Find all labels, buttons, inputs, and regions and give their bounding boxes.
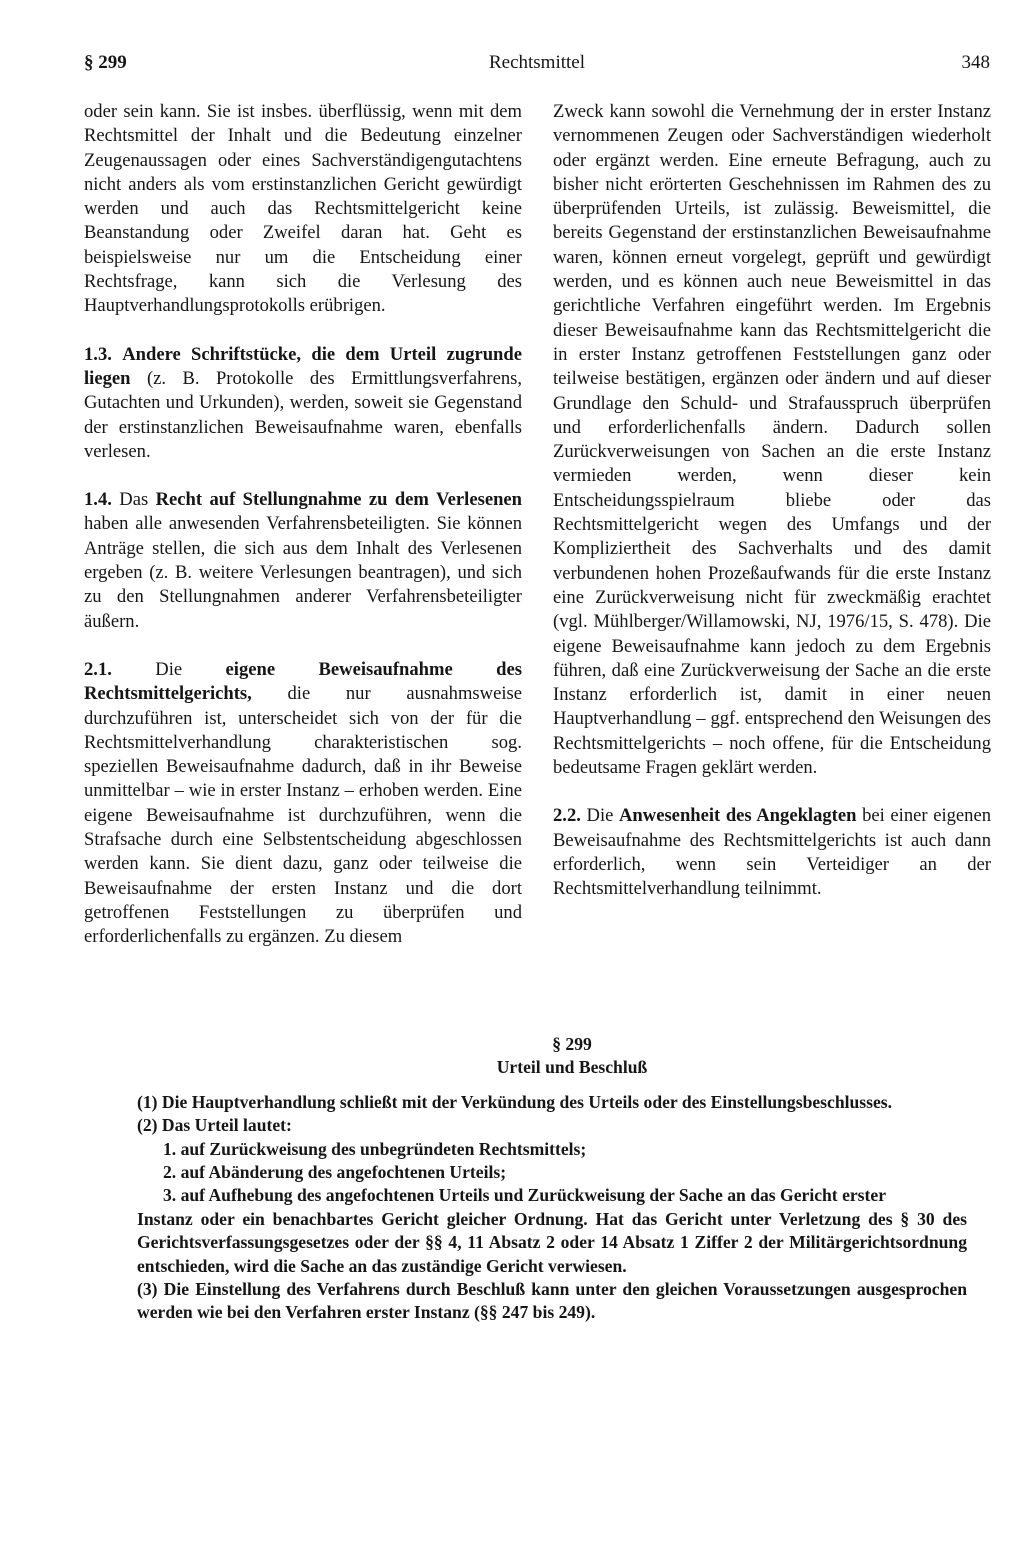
statute-section-number: § 299 [552,1034,592,1054]
paragraph-keyword: eigene Beweisaufnahme des Rechtsmittelgerichts, [84,658,522,705]
paragraph-lead: Das [119,489,149,511]
paragraph-1-4 [84,488,522,634]
paragraph-text: (z. B. Protokolle des Ermittlungsverfahrens, Gutachten und Urkunden), werden, soweit sie Gegenstand der erstinstanzlichen Beweisaufnahme waren, ebenfalls verlesen. [84,367,523,462]
header-section-number: § 299 [84,52,127,73]
statute-item-2: 2. auf Abänderung des angefochtenen Urteils; [163,1162,507,1183]
statute-heading: Urteil und Beschluß [496,1057,648,1078]
paragraph-1-3 [84,343,522,464]
paragraph-lead: Die [155,658,183,680]
paragraph-keyword: Andere Schriftstücke, die dem Urteil zugrunde liegen [84,343,522,389]
statute-item-3: 3. auf Aufhebung des angefochtenen Urteils und Zurückweisung der Sache an das Gericht erster [163,1185,887,1206]
statute-paragraph-2: (2) Das Urteil lautet: [137,1115,292,1136]
paragraph-text: die nur ausnahmsweise durchzuführen ist, unterscheidet sich von der für die Rechtsmittelverhandlung charakteristischen sog. speziellen Beweisaufnahme dadurch, daß in ihr Beweise unmittelbar – wie in erster Instanz – erhoben werden. Eine eigene Beweisaufnahme ist durchzuführen, wenn die Strafsache durch eine Selbstentscheidung abgeschlossen werden kann. Sie dient dazu, ganz oder teilweise die Beweisaufnahme der ersten Instanz und die dort getroffenen Feststellungen zu überprüfen und erforderlichenfalls zu ergänzen. Zu diesem [84,683,522,948]
paragraph-continuation: oder sein kann. Sie ist insbes. überflüssig, wenn mit dem Rechtsmittel der Inhalt und die Bedeutung einzelner Zeugenaussagen oder eines Sachverständigengutachtens nicht anders als vom erstinstanzlichen Gericht gewürdigt werden und auch das Rechtsmittelgericht keine Beanstandung oder Zweifel daran hat. Geht es beispielsweise nur um die Entscheidung einer Rechtsfrage, kann sich die Verlesung des Hauptverhandlungsprotokolls erübrigen. [84,101,522,317]
paragraph-keyword: Anwesenheit des Angeklagten [619,805,857,827]
paragraph-lead: Die [586,805,614,827]
statute-item-3-continuation: Instanz oder ein benachbartes Gericht gleicher Ordnung. Hat das Gericht unter Verletzung des § 30 des Gerichtsverfassungsgesetzes oder der §§ 4, 11 Absatz 2 oder 14 Absatz 1 Ziffer 2 der Militärgerichtsordnung entschieden, wird die Sache an das zuständige Gericht verwiesen. [137,1208,967,1276]
paragraph-number: 2.1. [84,658,112,680]
paragraph-number: 1.3. [84,343,112,365]
statute-paragraph-3: (3) Die Einstellung des Verfahrens durch Beschluß kann unter den gleichen Voraussetzungen ausgesprochen werden wie bei den Verfahren erster Instanz (§§ 247 bis 249). [137,1279,967,1323]
statute-text [137,1033,967,1325]
header-title: Rechtsmittel [488,52,586,73]
left-column [84,100,522,974]
paragraph-number: 2.2. [553,805,581,827]
paragraph-continuation: Zweck kann sowohl die Vernehmung der in erster Instanz vernommenen Zeugen oder Sachverständigen wiederholt oder ergänzt werden. Eine erneute Befragung, auch zu bisher nicht erörterten Geschehnissen im Rahmen des zu überprüfenden Urteils, ist zulässig. Beweismittel, die bereits Gegenstand der erstinstanzlichen Beweisaufnahme waren, können erneut vorgelegt, geprüft und gewürdigt werden, und es können auch neue Beweismittel in das gerichtliche Verfahren eingeführt werden. Im Ergebnis dieser Beweisaufnahme kann das Rechtsmittelgericht die in erster Instanz getroffenen Feststellungen ganz oder teilweise bestätigen, ergänzen oder ändern und auf dieser Grundlage den Schuld- und Strafausspruch überprüfen und erforderlichenfalls ändern. Dadurch sollen Zurückverweisungen von Sachen an die erste Instanz vermieden werden, wenn dieser kein Entscheidungsspielraum bliebe oder das Rechtsmittelgericht wegen des Umfangs und der Kompliziertheit des Sachverhalts und des damit verbundenen hohen Prozeßaufwands für die erste Instanz eine Zurückverweisung nicht für zweckmäßig erachtet (vgl. Mühlberger/Willamowski, NJ, 1976/15, S. 478). Die eigene Beweisaufnahme kann jedoch zu dem Ergebnis führen, daß eine Zurückverweisung der Sache an die erste Instanz erforderlich ist, damit in einer neuen Hauptverhandlung – ggf. entsprechend den Weisungen des Rechtsmittelgerichts – noch offene, für die Entscheidung bedeutsame Fragen geklärt werden. [553,101,991,779]
statute-paragraph-1: (1) Die Hauptverhandlung schließt mit der Verkündung des Urteils oder des Einstellungsbeschlusses. [137,1091,893,1112]
paragraph-2-1 [84,658,522,950]
page-number: 348 [961,52,990,73]
statute-item-1: 1. auf Zurückweisung des unbegründeten Rechtsmittels; [163,1138,587,1159]
paragraph-2-2 [553,804,991,901]
paragraph-number: 1.4. [84,489,112,511]
page-header [84,52,990,82]
paragraph-text: bei einer eigenen Beweisaufnahme des Rechtsmittelgerichts ist auch dann erforderlich, wenn sein Verteidiger an der Rechtsmittelverhandlung teilnimmt. [553,805,992,900]
right-column [553,100,991,926]
paragraph-keyword: Recht auf Stellungnahme zu dem Verlesenen [155,489,523,511]
paragraph-text: haben alle anwesenden Verfahrensbeteiligten. Sie können Anträge stellen, die sich aus dem Inhalt des Verlesenen ergeben (z. B. weitere Verlesungen beantragen), und sich zu den Stellungnahmen anderer Verfahrensbeteiligter äußern. [84,513,522,632]
